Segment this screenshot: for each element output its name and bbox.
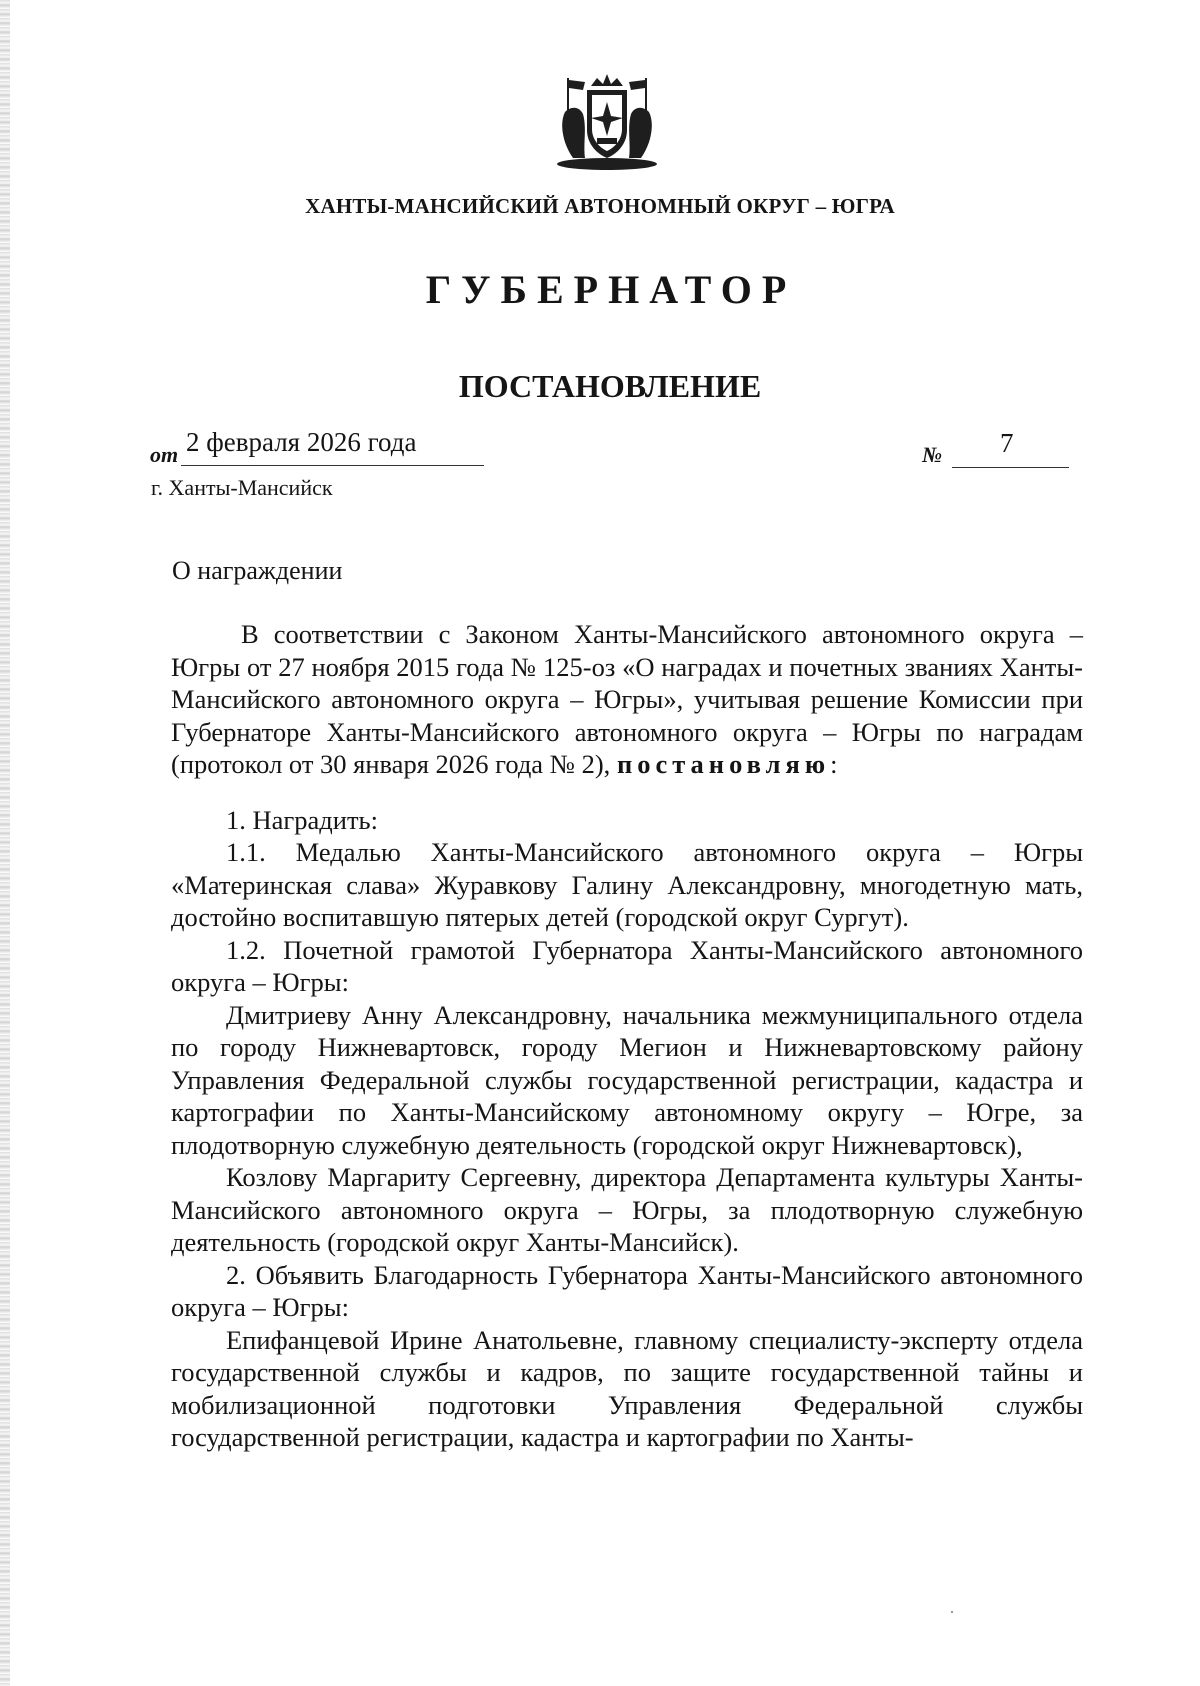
preamble-text: В соответствии с Законом Ханты-Мансийского автономного округа – Югры от 27 ноября 2015 года № 125-оз «О наградах и почетных званиях Ханты-Мансийского автономного округа – Югры», учитывая решение Комиссии при Губернаторе Ханты-Мансийского автономного округа – Югры по наградам (протокол от 30 января 2026 года № 2),: [171, 619, 1083, 779]
document-date: 2 февраля 2026 года: [186, 427, 417, 457]
awardee-epifantseva: Епифанцевой Ирине Анатольевне, главному специалисту-эксперту отдела государственной службы и кадров, по защите государственной тайны и мобилизационной подготовки Управления Федеральной службы государственной регистрации, кадастра и картографии по Ханты-: [171, 1324, 1083, 1452]
date-underline: [181, 465, 484, 466]
coat-of-arms-icon: [553, 72, 661, 172]
decree-colon: :: [830, 749, 838, 779]
item-1-1: 1.1. Медалью Ханты-Мансийского автономного округа – Югры «Материнская слава» Журавкову Галину Александровну, многодетную мать, достойно воспитавшую пятерых детей (городской округ Сургут).: [171, 837, 1083, 932]
document-type: ПОСТАНОВЛЕНИЕ: [458, 368, 762, 404]
date-label: от: [150, 442, 179, 467]
awardee-kozlova: Козлову Маргариту Сергеевну, директора Департамента культуры Ханты-Мансийского автономного округа – Югры, за плодотворную служебную деятельность (городской округ Ханты-Мансийск).: [171, 1162, 1083, 1257]
document-subject: О награждении: [172, 556, 343, 585]
awardee-dmitrieva: Дмитриеву Анну Александровну, начальника межмуниципального отдела по городу Нижневартовск, городу Мегион и Нижневартовскому району Управления Федеральной службы государственной регистрации, кадастра и картографии по Ханты-Мансийскому автономному округу – Югре, за плодотворную служебную деятельность (городской округ Нижневартовск),: [171, 999, 1083, 1160]
item-1: 1. Наградить:: [226, 804, 378, 835]
preamble-paragraph: [171, 618, 1083, 781]
document-number: 7: [1000, 428, 1014, 458]
scan-speck: [951, 1611, 953, 1613]
document-body: [171, 618, 1083, 1454]
authority-title: ГУБЕРНАТОР: [425, 267, 797, 312]
scan-edge: [0, 0, 10, 1686]
number-label: №: [922, 442, 943, 467]
item-2: 2. Объявить Благодарность Губернатора Ханты-Мансийского автономного округа – Югры:: [171, 1259, 1083, 1322]
number-underline: [952, 467, 1069, 468]
region-title: ХАНТЫ-МАНСИЙСКИЙ АВТОНОМНЫЙ ОКРУГ – ЮГРА: [305, 194, 895, 218]
city: г. Ханты-Мансийск: [151, 475, 333, 500]
decree-word: постановляю: [616, 749, 831, 779]
item-1-2: 1.2. Почетной грамотой Губернатора Ханты-Мансийского автономного округа – Югры:: [171, 934, 1083, 997]
